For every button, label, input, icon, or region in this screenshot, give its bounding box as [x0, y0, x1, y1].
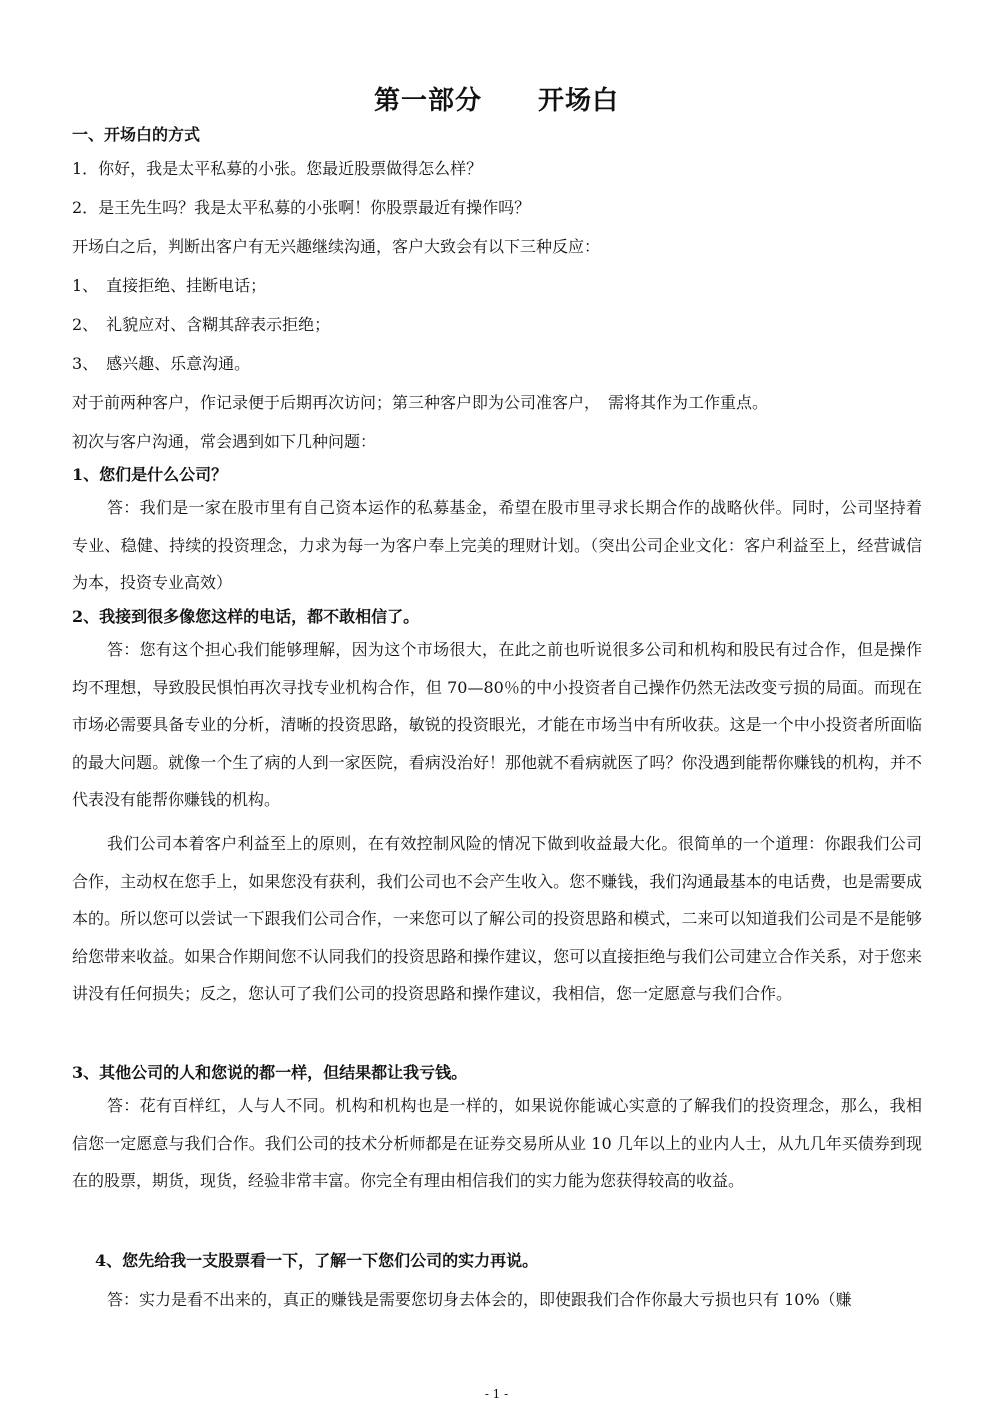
opening-line-2: 2．是王先生吗？我是太平私募的小张啊！你股票最近有操作吗？: [72, 198, 531, 217]
question-4: 4、您先给我一支股票看一下，了解一下您们公司的实力再说。: [95, 1251, 539, 1270]
page-title: [0, 80, 993, 117]
question-1: 1、您们是什么公司？: [72, 465, 228, 484]
reaction-3: 3、 感兴趣、乐意沟通。: [72, 354, 251, 373]
question-2: 2、我接到很多像您这样的电话，都不敢相信了。: [72, 607, 420, 626]
after-opening-text: 开场白之后，判断出客户有无兴趣继续沟通，客户大致会有以下三种反应：: [72, 237, 601, 256]
page-number: - 1 -: [484, 1387, 509, 1401]
answer-4: 答：实力是看不出来的，真正的赚钱是需要您切身去体会的，即使跟我们合作你最大亏损也只有 10%（赚: [107, 1290, 852, 1309]
opening-line-1: 1．你好，我是太平私募的小张。您最近股票做得怎么样？: [72, 159, 483, 178]
section-heading: 一、开场白的方式: [72, 125, 201, 144]
reaction-2: 2、 礼貌应对、含糊其辞表示拒绝；: [72, 315, 331, 334]
reaction-1: 1、 直接拒绝、挂断电话；: [72, 276, 267, 295]
question-3: 3、其他公司的人和您说的都一样，但结果都让我亏钱。: [72, 1063, 468, 1082]
record-note: 对于前两种客户，作记录便于后期再次访问；第三种客户即为公司准客户， 需将其作为工作重点。: [72, 393, 769, 412]
answer-2: 答：您有这个担心我们能够理解，因为这个市场很大，在此之前也听说很多公司和机构和股民有过合作，但是操作均不理想，导致股民惧怕再次寻找专业机构合作，但 70—80％的中小投资者自己操作仍然无法改变亏损的局面。而现在市场必需要具备专业的分析，清晰的投资思路，敏锐的投资眼光，才能在市场当中有所收获。这是一个中小投资者所面临的最大问题。就像一个生了病的人到一家医院，看病没治好！那他就不看病就医了吗？你没遇到能帮你赚钱的机构，并不代表没有能帮你赚钱的机构。: [72, 640, 922, 809]
problems-intro: 初次与客户沟通，常会遇到如下几种问题：: [72, 432, 377, 451]
answer-1: 答：我们是一家在股市里有自己资本运作的私募基金，希望在股市里寻求长期合作的战略伙伴。同时，公司坚持着专业、稳健、持续的投资理念，力求为每一为客户奉上完美的理财计划。（突出公司企业文化：客户利益至上，经营诚信为本，投资专业高效）: [72, 498, 922, 592]
title-part: 第一部分: [373, 86, 482, 116]
title-name: 开场白: [538, 86, 620, 116]
answer-3: 答：花有百样红，人与人不同。机构和机构也是一样的，如果说你能诚心实意的了解我们的投资理念，那么，我相信您一定愿意与我们合作。我们公司的技术分析师都是在证券交易所从业 10 几年以上的业内人士，从九几年买债券到现在的股票，期货，现货，经验非常丰富。你完全有理由相信我们的实力能为您获得较高的收益。: [72, 1096, 922, 1190]
answer-2-continued: 我们公司本着客户利益至上的原则，在有效控制风险的情况下做到收益最大化。很简单的一个道理：你跟我们公司合作，主动权在您手上，如果您没有获利，我们公司也不会产生收入。您不赚钱，我们沟通最基本的电话费，也是需要成本的。所以您可以尝试一下跟我们公司合作，一来您可以了解公司的投资思路和模式，二来可以知道我们公司是不是能够给您带来收益。如果合作期间您不认同我们的投资思路和操作建议，您可以直接拒绝与我们公司建立合作关系，对于您来讲没有任何损失；反之，您认可了我们公司的投资思路和操作建议，我相信，您一定愿意与我们合作。: [72, 834, 922, 1003]
